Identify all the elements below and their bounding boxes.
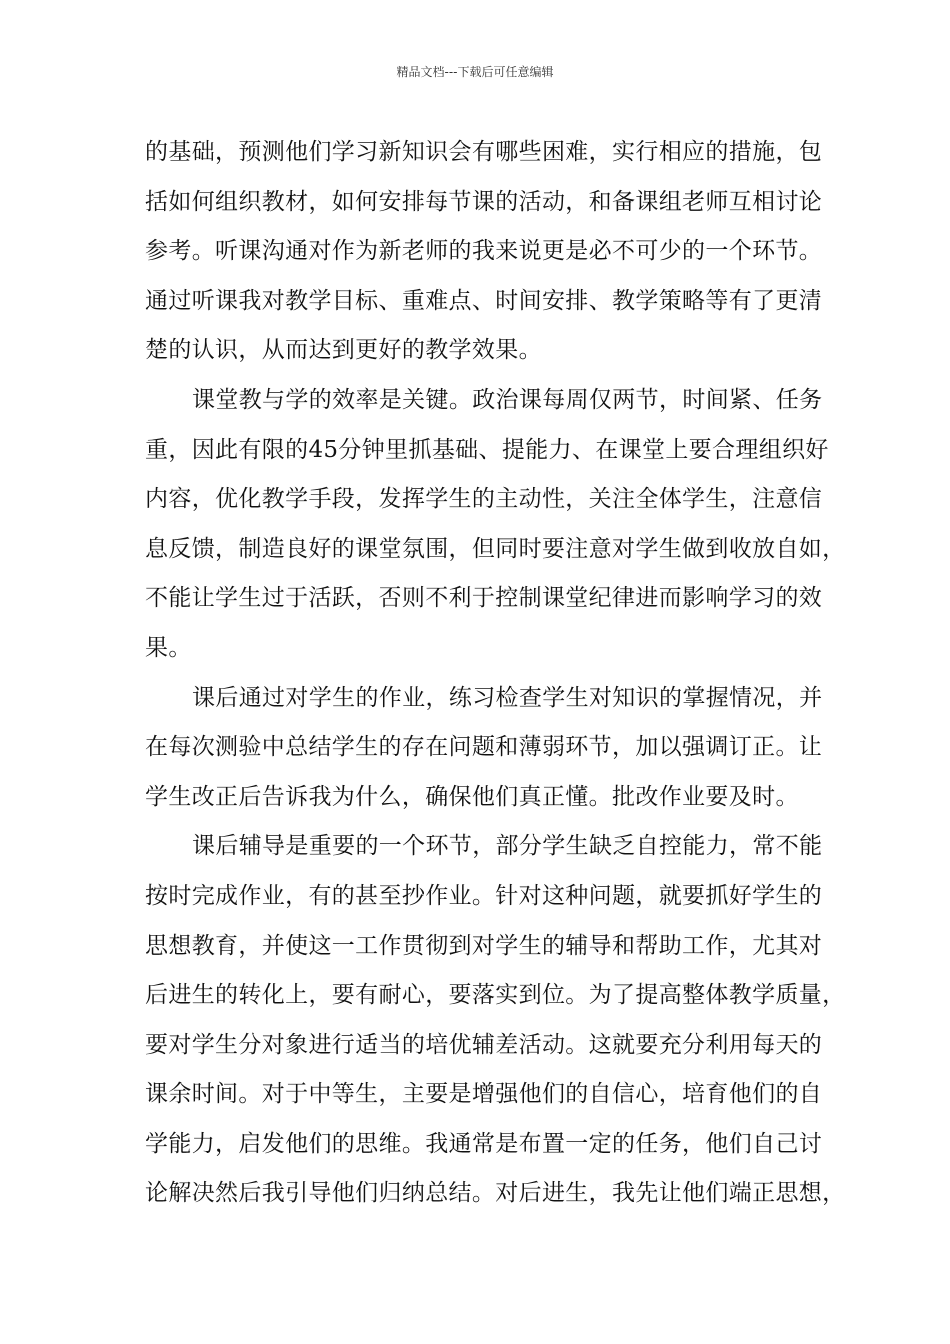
text-line: 按时完成作业，有的甚至抄作业。针对这种问题，就要抓好学生的 — [145, 882, 823, 909]
text-line: 内容，优化教学手段，发挥学生的主动性，关注全体学生，注意信 — [145, 486, 823, 513]
document-body — [145, 128, 846, 1219]
text-line: 论解决然后我引导他们归纳总结。对后进生，我先让他们端正思想， — [145, 1180, 846, 1207]
text-line: 参考。听课沟通对作为新老师的我来说更是必不可少的一个环节。 — [145, 238, 823, 265]
text-line: 思想教育，并使这一工作贯彻到对学生的辅导和帮助工作，尤其对 — [145, 932, 823, 959]
text-line: 学能力，启发他们的思维。我通常是布置一定的任务，他们自己讨 — [145, 1130, 823, 1157]
text-line: 通过听课我对教学目标、重难点、时间安排、教学策略等有了更清 — [145, 287, 823, 314]
text-line: 在每次测验中总结学生的存在问题和薄弱环节，加以强调订正。让 — [145, 734, 823, 761]
page-header: 精品文档---下载后可任意编辑 — [396, 65, 554, 79]
paragraph-start-line: 课后辅导是重要的一个环节，部分学生缺乏自控能力，常不能 — [192, 833, 823, 860]
text-line: 课余时间。对于中等生，主要是增强他们的自信心，培育他们的自 — [145, 1081, 823, 1108]
text-line: 息反馈，制造良好的课堂氛围，但同时要注意对学生做到收放自如， — [145, 535, 846, 562]
text-line: 学生改正后告诉我为什么，确保他们真正懂。批改作业要及时。 — [145, 783, 799, 810]
text-line: 后进生的转化上，要有耐心，要落实到位。为了提高整体教学质量， — [145, 982, 846, 1009]
text-line: 重，因此有限的45分钟里抓基础、提能力、在课堂上要合理组织好 — [145, 436, 829, 463]
text-line: 果。 — [145, 634, 192, 661]
text-line: 的基础，预测他们学习新知识会有哪些困难，实行相应的措施，包 — [145, 139, 823, 165]
text-line: 楚的认识，从而达到更好的教学效果。 — [145, 337, 542, 364]
text-line: 不能让学生过于活跃，否则不利于控制课堂纪律进而影响学习的效 — [145, 585, 823, 612]
paragraph-start-line: 课堂教与学的效率是关键。政治课每周仅两节，时间紧、任务 — [192, 386, 823, 413]
text-line: 括如何组织教材，如何安排每节课的活动，和备课组老师互相讨论 — [145, 188, 823, 215]
paragraph-start-line: 课后通过对学生的作业，练习检查学生对知识的掌握情况，并 — [192, 684, 823, 711]
text-line: 要对学生分对象进行适当的培优辅差活动。这就要充分利用每天的 — [145, 1031, 823, 1058]
